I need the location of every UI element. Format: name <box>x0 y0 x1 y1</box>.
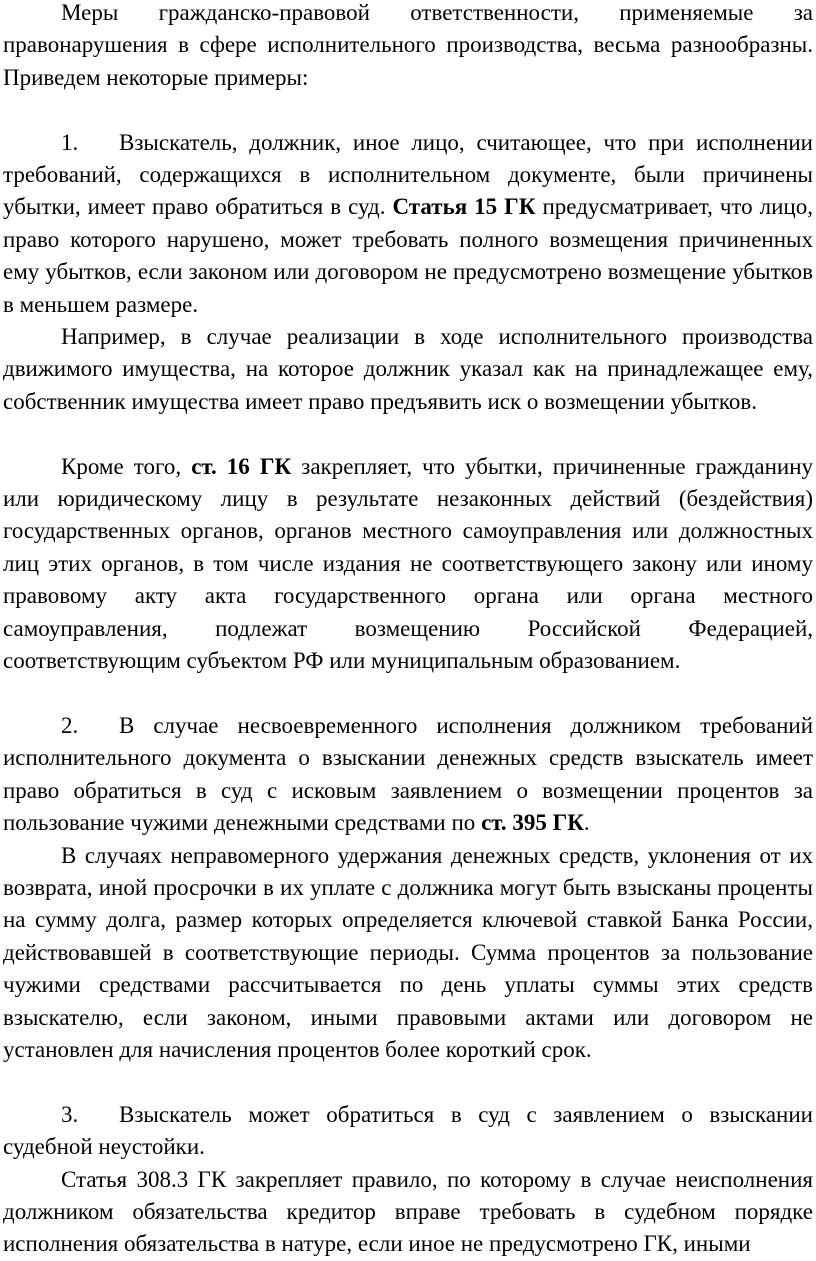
example-paragraph <box>3 321 813 418</box>
art308-text: Статья 308.3 ГК закрепляет правило, по которому в случае неисполнения должником обязательства кредитор вправе требовать в судебном порядке исполнения обязательства в натуре, если иное не предусмотрено ГК, иными <box>3 1166 813 1257</box>
art16-text-after: закрепляет, что убытки, причиненные гражданину или юридическому лицу в результате незаконных действий (бездействия) государственных органов, органов местного самоуправления или должностных лиц этих органов, в том числе издания не соответствующего закону или иному правовому акту акта государственного органа или органа местного самоуправления, подлежат возмещению Российской Федерацией, соответствующим субъектом РФ или муниципальным образованием. <box>3 453 814 674</box>
intro-text: Меры гражданско-правовой ответственности, применяемые за правонарушения в сфере исполнительного производства, весьма разнообразны. Приведем некоторые примеры: <box>3 0 813 90</box>
item1-text-after: предусматривает, что лицо, право которого нарушено, может требовать полного возмещения причиненных ему убытков, если законом или договором не предусмотрено возмещение убытков в меньшем размере. <box>3 194 813 317</box>
list-item-3 <box>3 1099 813 1164</box>
art16-paragraph <box>3 451 813 678</box>
spacer <box>3 418 813 450</box>
item2-text-after: . <box>583 810 590 836</box>
spacer <box>3 1066 813 1098</box>
item2-text-before: В случае несвоевременного исполнения должником требований исполнительного документа о взыскании денежных средств взыскатель имеет право обратиться в суд с исковым заявлением о возмещении процентов за пользование чужими денежными средствами по <box>3 712 813 836</box>
art16-bold-reference: ст. 16 ГК <box>191 453 292 479</box>
spacer <box>3 678 813 710</box>
intro-paragraph <box>3 0 813 94</box>
list-item-2 <box>3 710 813 840</box>
item1-text-before: Взыскатель, должник, иное лицо, считающее, что при исполнении требований, содержащихся в исполнительном документе, были причинены убытки, имеет право обратиться в суд. <box>3 129 813 220</box>
example-text: Например, в случае реализации в ходе исполнительного производства движимого имущества, на которое должник указал как на принадлежащее ему, собственник имущества имеет право предъявить иск о возмещении убытков. <box>3 324 813 414</box>
spacer <box>3 94 813 126</box>
art16-text-before: Кроме того, <box>61 453 192 479</box>
list-item-1 <box>3 127 813 321</box>
interest-text: В случаях неправомерного удержания денежных средств, уклонения от их возврата, иной просрочки в их уплате с должника могут быть взысканы проценты на сумму долга, размер которых определяется ключевой ставкой Банка России, действовавшей в соответствующие периоды. Сумма процентов за пользование чужими средствами рассчитывается по день уплаты суммы этих средств взыскателю, если законом, иными правовыми актами или договором не установлен для начисления процентов более короткий срок. <box>3 842 813 1062</box>
item1-bold-reference: Статья 15 ГК <box>392 194 536 220</box>
item2-bold-reference: ст. 395 ГК <box>481 810 584 836</box>
item3-text: Взыскатель может обратиться в суд с заявлением о взыскании судебной неустойки. <box>3 1101 813 1160</box>
list-number-3: 3. <box>61 1101 79 1127</box>
art308-paragraph <box>3 1164 813 1261</box>
list-number-1: 1. <box>61 129 79 155</box>
list-number-2: 2. <box>61 712 79 738</box>
interest-paragraph <box>3 840 813 1067</box>
